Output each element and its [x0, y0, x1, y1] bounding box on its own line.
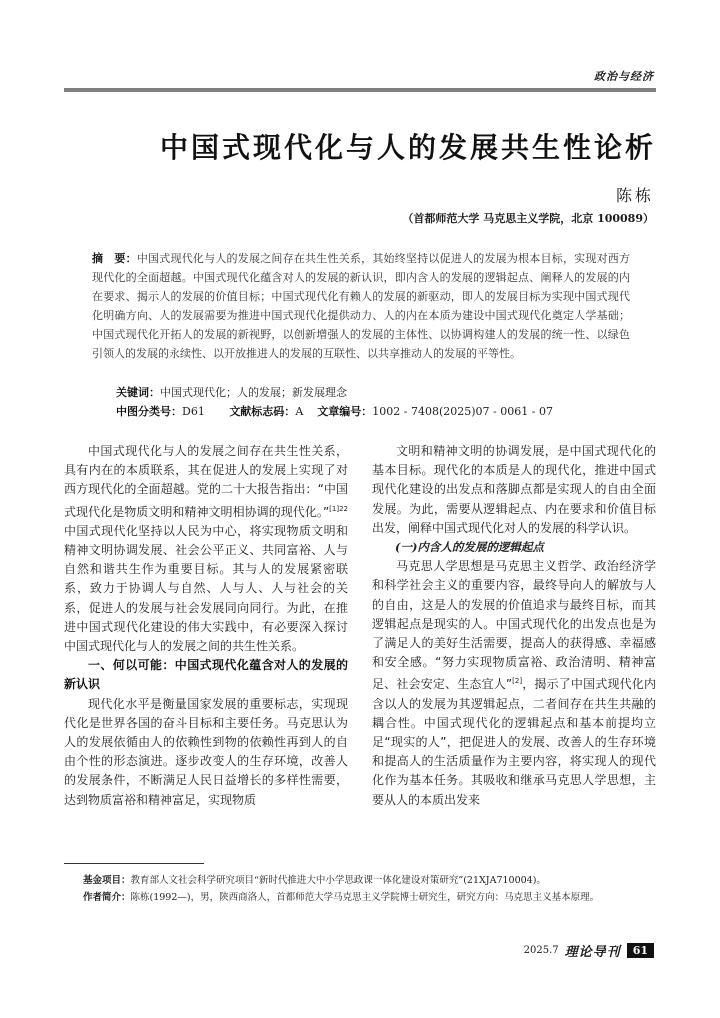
fund-label: 基金项目：	[83, 875, 131, 886]
page-number: 61	[627, 943, 654, 958]
classification-row	[116, 403, 553, 419]
author-info-text: 陈栋(1992—)，男，陕西商洛人，首都师范大学马克思主义学院博士研究生，研究方向：马克思主义基本原理。	[130, 892, 600, 903]
author-affiliation: （首都师范大学 马克思主义学院，北京 100089）	[402, 212, 654, 225]
paragraph: 文明和精神文明的协调发展，是中国式现代化的基本目标。现代化的本质是人的现代化，推进中国式现代化建设的出发点和落脚点都是实现人的自由全面发展。为此，需要从逻辑起点、内在要求和价值目标出发，阐释中国式现代化对人的发展的科学认识。	[372, 444, 656, 535]
body-column-left	[64, 442, 348, 810]
journal-name: 理论导刊	[564, 945, 621, 960]
article-author: 陈栋	[615, 186, 654, 205]
doc-code-label: 文献标志码：	[229, 405, 296, 418]
article-title: 中国式现代化与人的发展共生性论析	[159, 131, 656, 164]
footnote-rule	[64, 863, 204, 864]
keywords-row	[116, 384, 347, 400]
fund-text: 教育部人文社会科学研究项目“新时代推进大中小学思政课一体化建设对策研究”(21XJA710004)。	[130, 875, 546, 886]
abstract	[92, 249, 630, 363]
article-no-label: 文章编号：	[317, 405, 373, 418]
section-heading: 一、何以可能：中国式现代化蕴含对人的发展的新认识	[64, 658, 348, 692]
paragraph-text: 马克思人学思想是马克思主义哲学、政治经济学和科学社会主义的重要内容，最终导向人的解放与人的自由，这是人的发展的价值追求与最终目标，而其逻辑起点是现实的人。中国式现代化的出发点也是为了满足人的美好生活需要，提高人的获得感、幸福感和安全感。“努力实现物质富裕、政治清明、精神富足、社会安定、生态宜人”	[372, 559, 656, 692]
paragraph-text: 中国式现代化与人的发展之间存在共生性关系，具有内在的本质联系，其在促进人的发展上实现了对西方现代化的全面超越。党的二十大报告指出：“中国式现代化是物质文明和精神文明相协调的现代化。”	[64, 444, 348, 519]
paragraph-text: ，揭示了中国式现代化内含以人的发展为其逻辑起点，二者间存在共生共融的耦合性。中国式现代化的逻辑起点和基本前提均立足“现实的人”，把促进人的发展、改善人的生存环境和提高人的生活质量作为主要内容，将实现人的现代化作为基本任务。其吸收和继承马克思人学思想，主要从人的本质出发来	[372, 677, 656, 807]
footnotes	[64, 872, 656, 906]
paragraph	[64, 442, 348, 656]
subsection-heading: (一)内含人的发展的逻辑起点	[395, 540, 544, 555]
abstract-text: 中国式现代化与人的发展之间存在共生性关系，其始终坚持以促进人的发展为根本目标，实现对西方现代化的全面超越。中国式现代化蕴含对人的发展的新认识，即内含人的发展的逻辑起点、阐释人的发展的内在要求、揭示人的发展的价值目标；中国式现代化有赖人的发展的新驱动，即人的发展目标为实现中国式现代化明确方向、人的发展需要为推进中国式现代化提供动力、人的内在本质为建设中国式现代化奠定人学基础；中国式现代化开拓人的发展的新视野，以创新增强人的发展的主体性、以协调构建人的发展的统一性、以绿色引领人的发展的永续性、以开放推进人的发展的互联性、以共享推动人的发展的平等性。	[92, 252, 631, 360]
header-rule	[64, 88, 656, 92]
section-tag: 政治与经济	[594, 70, 654, 83]
paragraph-text: 中国式现代化坚持以人民为中心，将实现物质文明和精神文明协调发展、社会公平正义、共同富裕、人与自然和谐共生作为重要目标。其与人的发展紧密联系，致力于协调人与自然、人与人、人与社会的关系，促进人的发展与社会发展同向同行。为此，在推进中国式现代化建设的伟大实践中，有必要深入探讨中国式现代化与人的发展之间的共生性关系。	[64, 523, 348, 654]
issue-date: 2025.7	[523, 945, 559, 956]
paragraph: 现代化水平是衡量国家发展的重要标志，实现现代化是世界各国的奋斗目标和主要任务。马克思认为人的发展依循由人的依赖性到物的依赖性再到人的自由个性的形态演进。逐步改变人的生存环境，改善人的发展条件，不断满足人民日益增长的多样性需要，达到物质富裕和精神富足，实现物质	[64, 696, 348, 807]
clc-label: 中图分类号：	[116, 405, 182, 418]
author-note	[64, 889, 656, 906]
citation-ref: [1]22	[329, 504, 348, 513]
keywords-text: 中国式现代化；人的发展；新发展理念	[160, 386, 347, 399]
body-column-right	[372, 442, 656, 810]
paragraph	[372, 557, 656, 810]
clc-value: D61	[182, 405, 205, 418]
doc-code-value: A	[295, 405, 304, 418]
fund-note	[64, 872, 656, 889]
article-no-value: 1002 - 7408(2025)07 - 0061 - 07	[372, 405, 553, 418]
keywords-label: 关键词：	[116, 386, 160, 399]
page-footer	[524, 941, 654, 960]
author-info-label: 作者简介：	[83, 892, 131, 903]
abstract-label: 摘 要：	[92, 252, 137, 265]
citation-ref: [2]	[512, 677, 523, 686]
